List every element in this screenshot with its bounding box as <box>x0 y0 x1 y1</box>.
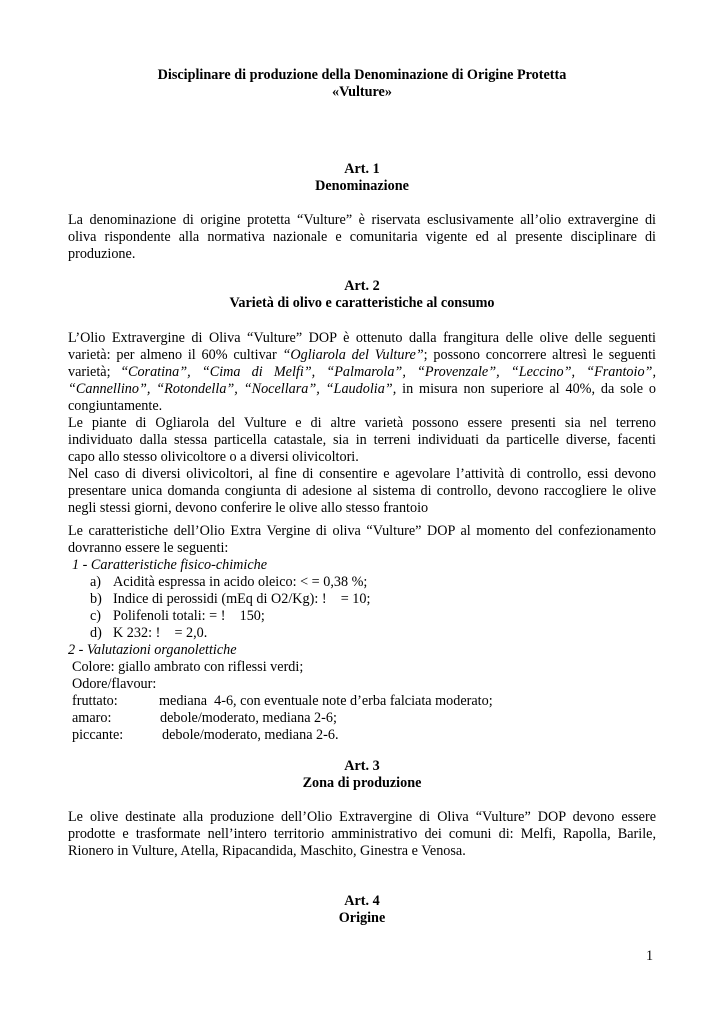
chem-item-text: Indice di perossidi (mEq di O2/Kg): ! = 10; <box>113 591 371 607</box>
organo-label: fruttato: <box>72 693 118 709</box>
art4-heading: Art. 4 <box>344 893 380 909</box>
art2-p1-line <box>68 381 656 398</box>
organo-value: debole/moderato, mediana 2-6. <box>162 727 339 743</box>
chem-item-letter: c) <box>90 608 102 624</box>
chem-item-text: Polifenoli totali: = ! 150; <box>113 608 265 624</box>
chem-item-letter: a) <box>90 574 102 590</box>
art2-p3-line: negli stessi giorni, devono conferire le olive allo stesso frantoio <box>68 500 429 516</box>
section-chemical-heading: 1 - Caratteristiche fisico-chimiche <box>72 557 268 573</box>
section-organoleptic-heading: 2 - Valutazioni organolettiche <box>68 642 237 658</box>
varieties-list: Coratina”, “Cima di Melfi”, “Palmarola”, “Provenzale”, “Leccino”, “Frantoio”, <box>128 364 656 380</box>
organo-value: debole/moderato, mediana 2-6; <box>160 710 337 726</box>
text-run: varietà; “ <box>68 364 128 380</box>
organo-odore: Odore/flavour: <box>72 676 157 692</box>
organo-colore: Colore: giallo ambrato con riflessi verdi; <box>72 659 304 675</box>
cultivar-name: “Ogliarola del Vulture” <box>282 347 424 363</box>
text-run: ; possono concorrere altresì le seguenti <box>423 347 656 363</box>
art3-text-line: prodotte e trasformate nell’intero territorio amministrativo dei comuni di: Melfi, Rapolla, Barile, <box>68 826 656 842</box>
art4-subheading: Origine <box>338 910 386 926</box>
art2-p2-line: capo allo stesso olivicoltore o a diversi olivicoltori. <box>68 449 359 465</box>
art2-p3-line: Nel caso di diversi olivicoltori, al fine di consentire e agevolare l’attività di controllo, essi devono <box>68 466 656 482</box>
organo-value: mediana 4-6, con eventuale note d’erba falciata moderato; <box>159 693 493 709</box>
art1-subheading: Denominazione <box>315 178 409 194</box>
text-run: in misura non superiore al 40%, da sole o <box>396 381 656 397</box>
art1-text-line: La denominazione di origine protetta “Vulture” è riservata esclusivamente all’olio extravergine di <box>68 212 656 228</box>
art2-p1-line <box>68 364 656 381</box>
art3-subheading: Zona di produzione <box>302 775 422 791</box>
art2-p1-line: congiuntamente. <box>68 398 163 414</box>
varieties-list: “Cannellino”, “Rotondella”, “Nocellara”, “Laudolia”, <box>68 381 397 397</box>
art2-p2-line: Le piante di Ogliarola del Vulture e di altre varietà possono essere presenti sia nel terreno <box>68 415 656 431</box>
art3-text-line: Le olive destinate alla produzione dell’Olio Extravergine di Oliva “Vulture” DOP devono essere <box>68 809 656 825</box>
art2-subheading: Varietà di olivo e caratteristiche al consumo <box>229 295 495 311</box>
chem-item-text: K 232: ! = 2,0. <box>113 625 208 641</box>
art2-p4-line: dovranno essere le seguenti: <box>68 540 229 556</box>
chem-item-text: Acidità espressa in acido oleico: < = 0,38 %; <box>113 574 368 590</box>
art2-p4-line: Le caratteristiche dell’Olio Extra Vergine di oliva “Vulture” DOP al momento del confezionamento <box>68 523 656 539</box>
text-run: varietà: per almeno il 60% cultivar <box>68 347 283 363</box>
art2-p1-line <box>68 347 656 364</box>
organo-label: piccante: <box>72 727 124 743</box>
document-title-name: «Vulture» <box>332 84 392 100</box>
art2-p3-line: presentare unica domanda congiunta di adesione al sistema di controllo, devono raccogliere le olive <box>68 483 656 499</box>
art1-text-line: oliva rispondente alla normativa nazionale e comunitaria vigente ed al presente disciplinare di <box>68 229 656 245</box>
art2-p2-line: individuato dalla stessa particella catastale, sia in terreni individuati da particelle diverse, facenti <box>68 432 656 448</box>
organo-label: amaro: <box>72 710 112 726</box>
chem-item-letter: d) <box>90 625 102 641</box>
art3-heading: Art. 3 <box>344 758 380 774</box>
page-number: 1 <box>646 948 654 964</box>
art2-p1-line: L’Olio Extravergine di Oliva “Vulture” DOP è ottenuto dalla frangitura delle olive delle seguenti <box>68 330 656 346</box>
art1-text-line: produzione. <box>68 246 136 262</box>
document-title: Disciplinare di produzione della Denominazione di Origine Protetta <box>157 67 567 83</box>
art3-text-line: Rionero in Vulture, Atella, Ripacandida, Maschito, Ginestra e Venosa. <box>68 843 466 859</box>
art2-heading: Art. 2 <box>344 278 380 294</box>
art1-heading: Art. 1 <box>344 161 380 177</box>
chem-item-letter: b) <box>90 591 102 607</box>
